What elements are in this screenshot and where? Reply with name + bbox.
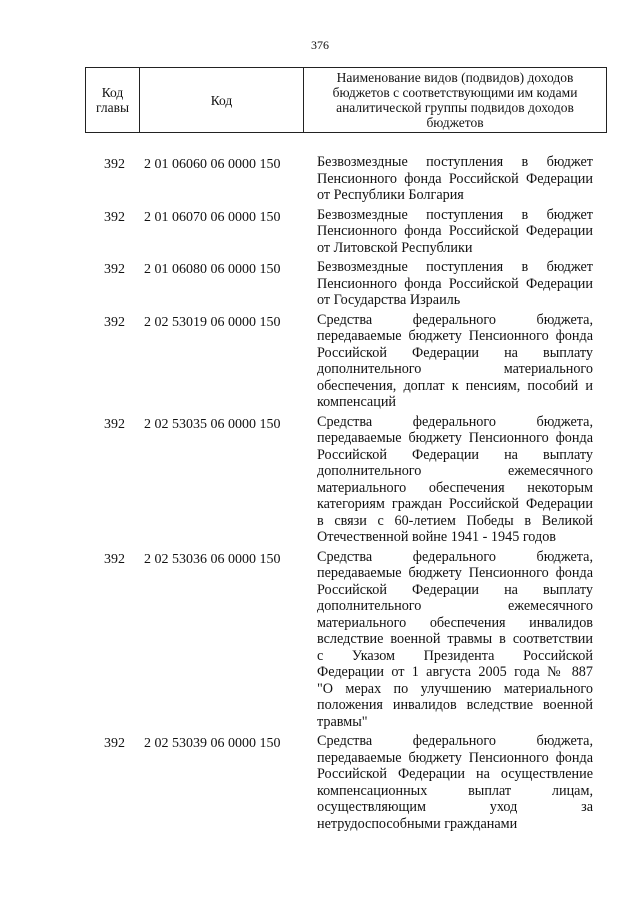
income-name-line: в связи с 60-летием Победы в Великой <box>317 512 593 529</box>
income-name-cell <box>317 259 593 309</box>
chapter-code-cell: 392 <box>104 736 125 751</box>
income-name-line: от Республики Болгария <box>317 187 464 203</box>
header-chapter-code <box>86 68 140 133</box>
chapter-code-cell: 392 <box>104 262 125 277</box>
header-name-line: Наименование видов (подвидов) доходов <box>336 70 574 85</box>
income-name-line: Российской Федерации на выплату <box>317 344 593 361</box>
income-name-line: от Литовской Республики <box>317 239 473 256</box>
chapter-code-cell: 392 <box>104 209 125 225</box>
income-name-line: материального обеспечения инвалидов <box>317 614 593 631</box>
header-name-line: бюджетов <box>426 115 484 130</box>
income-name-line: обеспечения, доплат к пенсиям, пособий и <box>317 377 593 394</box>
header-code: Код <box>140 68 304 133</box>
income-name-line: дополнительного ежемесячного <box>317 598 593 614</box>
budget-code-cell: 2 02 53019 06 0000 150 <box>144 314 281 330</box>
table-row <box>85 207 603 257</box>
income-name-line: Пенсионного фонда Российской Федерации <box>317 223 593 239</box>
income-name-cell <box>317 207 593 257</box>
income-name-cell <box>317 414 593 546</box>
budget-code-cell: 2 02 53036 06 0000 150 <box>144 551 281 567</box>
table-row <box>85 312 603 411</box>
table-body <box>85 154 603 835</box>
income-name-line: Безвозмездные поступления в бюджет <box>317 259 593 275</box>
income-name-cell <box>317 549 593 731</box>
income-name-line: "О мерах по улучшению материального <box>317 680 593 697</box>
table-row <box>85 259 603 309</box>
table-row <box>85 733 603 832</box>
chapter-code-cell: 392 <box>104 551 125 567</box>
budget-code-cell: 2 01 06080 06 0000 150 <box>144 262 281 277</box>
income-name-line: компенсационных выплат лицам, <box>317 782 593 799</box>
header-chapter-code-line: Код <box>101 85 124 100</box>
income-name-line: положения инвалидов вследствие военной <box>317 697 593 713</box>
income-name-line: Средства федерального бюджета, <box>317 733 593 749</box>
income-name-line: дополнительного материального <box>317 361 593 377</box>
header-name-line: аналитической группы подвидов доходов <box>336 100 574 115</box>
table-row <box>85 549 603 731</box>
budget-code-cell: 2 01 06060 06 0000 150 <box>144 157 281 172</box>
income-name-line: от Государства Израиль <box>317 292 461 308</box>
income-name-line: Федерации от 1 августа 2005 года № 887 <box>317 664 593 680</box>
header-name-line: бюджетов с соответствующими им кодами <box>332 85 578 100</box>
income-name-line: Российской Федерации на выплату <box>317 581 593 598</box>
income-name-cell <box>317 312 593 411</box>
income-name-line: травмы" <box>317 713 368 730</box>
income-name-line: нетрудоспособными гражданами <box>317 815 518 832</box>
income-name-line: передаваемые бюджету Пенсионного фонда <box>317 565 593 581</box>
income-name-line: материального обеспечения некоторым <box>317 479 593 496</box>
income-name-line: передаваемые бюджету Пенсионного фонда <box>317 328 593 344</box>
budget-code-cell: 2 01 06070 06 0000 150 <box>144 209 281 225</box>
budget-code-cell: 2 02 53039 06 0000 150 <box>144 736 281 751</box>
income-name-line: Российской Федерации на осуществление <box>317 766 593 782</box>
chapter-code-cell: 392 <box>104 314 125 330</box>
income-name-line: передаваемые бюджету Пенсионного фонда <box>317 749 593 766</box>
income-name-line: Российской Федерации на выплату <box>317 446 593 463</box>
income-name-cell <box>317 733 593 832</box>
table-row <box>85 154 603 204</box>
income-name-line: передаваемые бюджету Пенсионного фонда <box>317 430 593 446</box>
page-number: 376 <box>311 38 329 52</box>
income-name-line: Средства федерального бюджета, <box>317 413 593 430</box>
income-name-line: категориям граждан Российской Федерации <box>317 496 593 512</box>
income-name-line: Средства федерального бюджета, <box>317 311 593 328</box>
income-name-line: Пенсионного фонда Российской Федерации <box>317 170 593 187</box>
header-chapter-code-line: главы <box>95 100 130 115</box>
income-name-line: с Указом Президента Российской <box>317 647 593 664</box>
table-header <box>85 67 607 133</box>
income-name-line: осуществляющим уход за <box>317 799 593 815</box>
chapter-code-cell: 392 <box>104 157 125 172</box>
income-name-cell <box>317 154 593 204</box>
income-name-line: Средства федерального бюджета, <box>317 548 593 565</box>
income-name-line: Безвозмездные поступления в бюджет <box>317 206 593 223</box>
chapter-code-cell: 392 <box>104 416 125 432</box>
header-name <box>304 68 607 133</box>
income-name-line: дополнительного ежемесячного <box>317 463 593 479</box>
budget-code-cell: 2 02 53035 06 0000 150 <box>144 416 281 432</box>
table-row <box>85 414 603 546</box>
income-name-line: Безвозмездные поступления в бюджет <box>317 154 593 170</box>
income-name-line: компенсаций <box>317 394 397 410</box>
income-name-line: Пенсионного фонда Российской Федерации <box>317 275 593 292</box>
income-name-line: Отечественной войне 1941 - 1945 годов <box>317 529 557 545</box>
income-name-line: вследствие военной травмы в соответствии <box>317 631 593 647</box>
